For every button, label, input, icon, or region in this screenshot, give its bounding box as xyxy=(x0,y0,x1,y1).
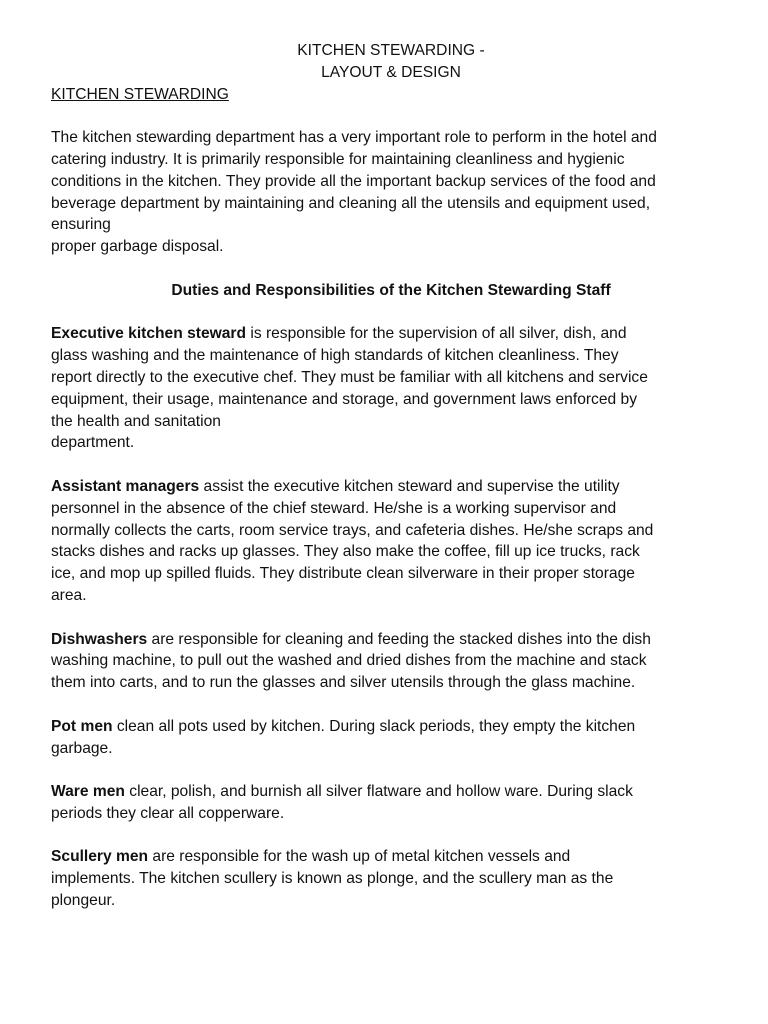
intro-line: proper garbage disposal. xyxy=(51,238,224,256)
spacer xyxy=(51,607,731,629)
role-line: plongeur. xyxy=(51,892,116,910)
role-paragraph-executive-steward xyxy=(51,323,731,454)
role-line: garbage. xyxy=(51,739,113,757)
role-term: Ware men xyxy=(51,783,125,801)
role-text: are responsible for the wash up of metal kitchen vessels and xyxy=(148,848,571,866)
role-text: assist the executive kitchen steward and supervise the utility xyxy=(199,477,620,495)
document-page xyxy=(51,40,731,912)
role-line: washing machine, to pull out the washed and dried dishes from the machine and stack xyxy=(51,652,647,670)
role-paragraph-ware-men xyxy=(51,781,731,825)
spacer xyxy=(51,105,731,127)
role-term: Scullery men xyxy=(51,848,149,866)
role-term: Pot men xyxy=(51,717,113,735)
intro-line: The kitchen stewarding department has a very important role to perform in the hotel and xyxy=(51,129,657,147)
duties-heading: Duties and Responsibilities of the Kitchen Stewarding Staff xyxy=(171,281,611,299)
spacer xyxy=(51,759,731,781)
spacer xyxy=(51,694,731,716)
role-line: stacks dishes and racks up glasses. They also make the coffee, fill up ice trucks, rack xyxy=(51,543,640,561)
intro-paragraph xyxy=(51,127,731,258)
intro-line: ensuring xyxy=(51,216,111,234)
role-line: report directly to the executive chef. They must be familiar with all kitchens and service xyxy=(51,368,648,386)
spacer xyxy=(51,454,731,476)
role-term: Dishwashers xyxy=(51,630,148,648)
intro-line: catering industry. It is primarily responsible for maintaining cleanliness and hygienic xyxy=(51,150,625,168)
role-line: personnel in the absence of the chief steward. He/she is a working supervisor and xyxy=(51,499,617,517)
role-paragraph-assistant-managers xyxy=(51,476,731,607)
section-heading: KITCHEN STEWARDING xyxy=(51,85,229,103)
role-paragraph-pot-men xyxy=(51,716,731,760)
spacer xyxy=(51,302,731,324)
role-term: Executive kitchen steward xyxy=(51,325,247,343)
role-term: Assistant managers xyxy=(51,477,200,495)
role-text: is responsible for the supervision of all silver, dish, and xyxy=(246,325,627,343)
role-line: equipment, their usage, maintenance and storage, and government laws enforced by xyxy=(51,390,637,408)
role-line: glass washing and the maintenance of high standards of kitchen cleanliness. They xyxy=(51,347,619,365)
role-text: are responsible for cleaning and feeding the stacked dishes into the dish xyxy=(147,630,651,648)
role-line: area. xyxy=(51,586,87,604)
role-line: department. xyxy=(51,434,135,452)
role-line: periods they clear all copperware. xyxy=(51,804,285,822)
document-title xyxy=(51,40,731,84)
spacer xyxy=(51,258,731,280)
role-text: clear, polish, and burnish all silver flatware and hollow ware. During slack xyxy=(124,783,633,801)
intro-line: conditions in the kitchen. They provide all the important backup services of the food and xyxy=(51,172,656,190)
title-line-2: LAYOUT & DESIGN xyxy=(321,63,461,81)
role-paragraph-scullery-men xyxy=(51,846,731,911)
role-line: normally collects the carts, room service trays, and cafeteria dishes. He/she scraps and xyxy=(51,521,654,539)
role-text: clean all pots used by kitchen. During slack periods, they empty the kitchen xyxy=(112,717,636,735)
role-line: ice, and mop up spilled fluids. They distribute clean silverware in their proper storage xyxy=(51,565,635,583)
role-line: implements. The kitchen scullery is known as plonge, and the scullery man as the xyxy=(51,870,614,888)
spacer xyxy=(51,825,731,847)
role-line: the health and sanitation xyxy=(51,412,221,430)
title-line-1: KITCHEN STEWARDING - xyxy=(297,42,485,59)
role-paragraph-dishwashers xyxy=(51,629,731,694)
intro-line: beverage department by maintaining and cleaning all the utensils and equipment used, xyxy=(51,194,651,212)
role-line: them into carts, and to run the glasses and silver utensils through the glass machine. xyxy=(51,674,636,692)
